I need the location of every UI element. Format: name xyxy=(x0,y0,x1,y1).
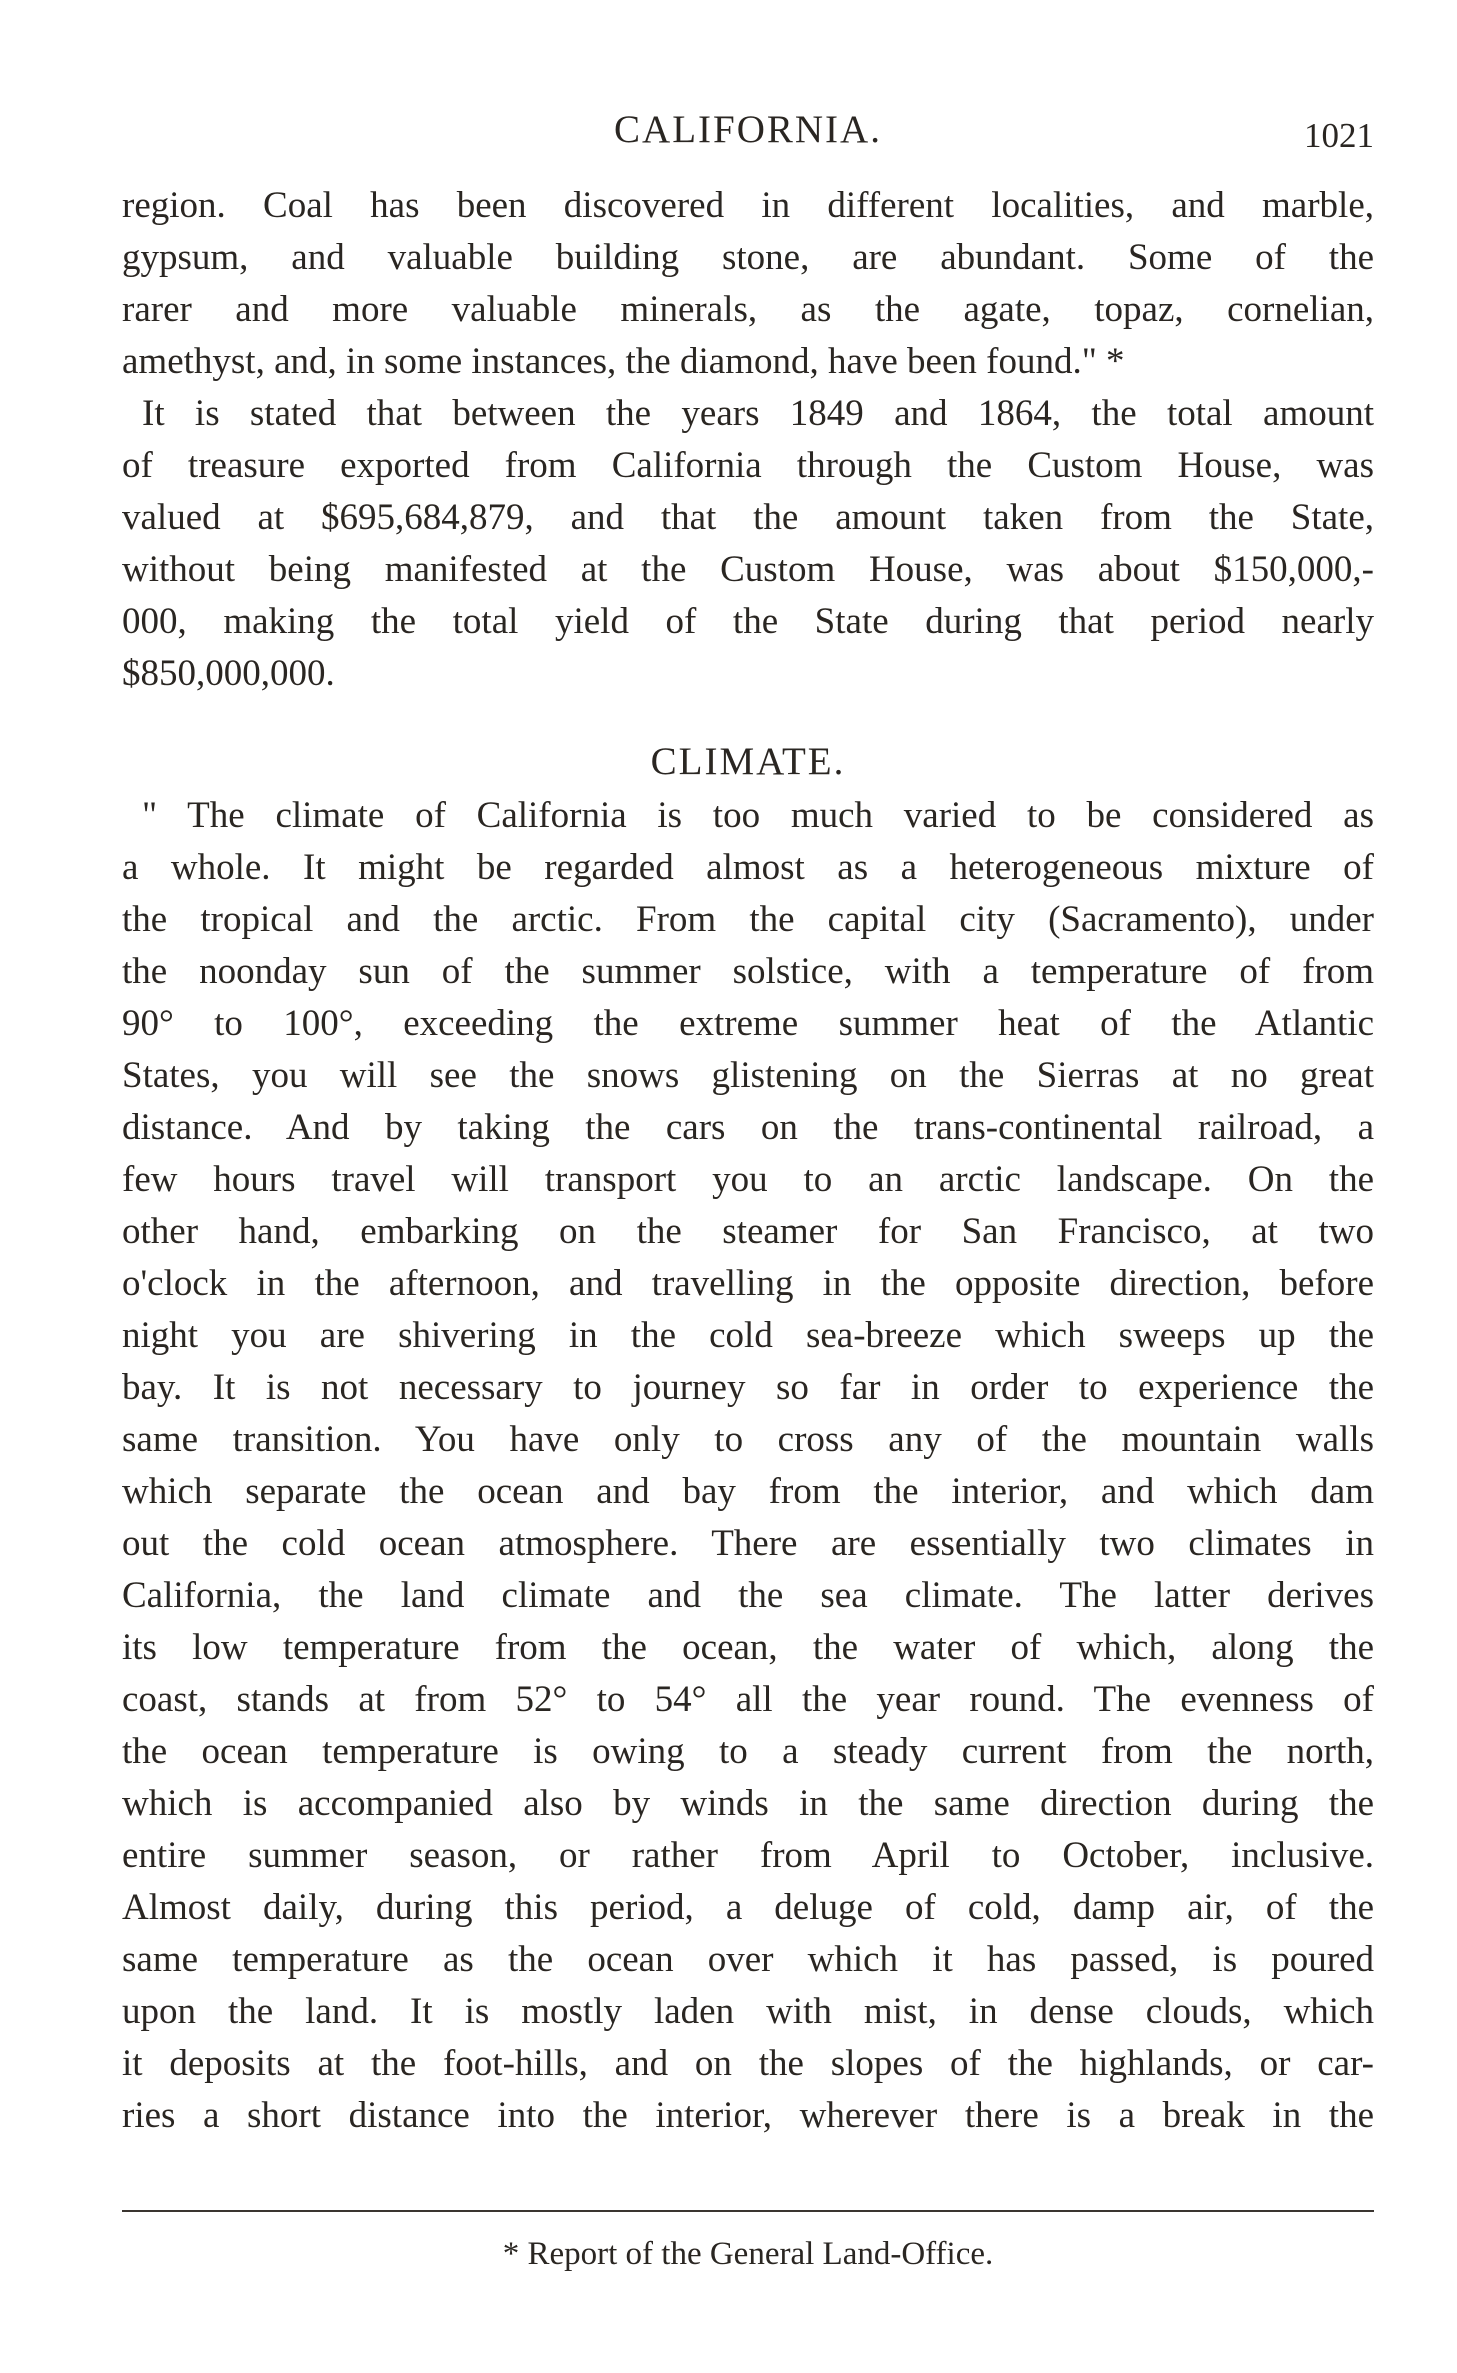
text-line: night you are shivering in the cold sea-breeze which sweeps up the xyxy=(122,1315,1374,1356)
footnote-divider xyxy=(122,2210,1374,2212)
text-line: States, you will see the snows glistening on the Sierras at no great xyxy=(122,1055,1374,1096)
text-line: coast, stands at from 52° to 54° all the year round. The evenness of xyxy=(122,1679,1374,1720)
text-line: its low temperature from the ocean, the water of which, along the xyxy=(122,1627,1374,1668)
text-line: a whole. It might be regarded almost as a heterogeneous mixture of xyxy=(122,847,1374,888)
text-line: same transition. You have only to cross any of the mountain walls xyxy=(122,1419,1374,1460)
text-line: of treasure exported from California through the Custom House, was xyxy=(122,445,1374,486)
intro-text-block xyxy=(122,180,1374,700)
text-line: It is stated that between the years 1849 and 1864, the total amount xyxy=(142,393,1374,434)
text-line: region. Coal has been discovered in different localities, and marble, xyxy=(122,185,1374,226)
text-line: few hours travel will transport you to an arctic landscape. On the xyxy=(122,1159,1374,1200)
text-line: rarer and more valuable minerals, as the agate, topaz, cornelian, xyxy=(122,289,1374,330)
text-line: amethyst, and, in some instances, the diamond, have been found." * xyxy=(122,341,1125,382)
text-line: it deposits at the foot-hills, and on the slopes of the highlands, or car- xyxy=(122,2043,1374,2084)
text-line: entire summer season, or rather from April to October, inclusive. xyxy=(122,1835,1374,1876)
text-line: upon the land. It is mostly laden with mist, in dense clouds, which xyxy=(122,1991,1374,2032)
text-line: the ocean temperature is owing to a steady current from the north, xyxy=(122,1731,1374,1772)
text-line: bay. It is not necessary to journey so far in order to experience the xyxy=(122,1367,1374,1408)
section-heading-climate: CLIMATE. xyxy=(650,740,846,783)
text-line: same temperature as the ocean over which it has passed, is poured xyxy=(122,1939,1374,1980)
text-line: without being manifested at the Custom House, was about $150,000,- xyxy=(122,549,1374,590)
climate-text-block xyxy=(122,790,1374,2142)
text-line: 90° to 100°, exceeding the extreme summer heat of the Atlantic xyxy=(122,1003,1374,1044)
paragraph-climate xyxy=(122,790,1374,2142)
text-line: gypsum, and valuable building stone, are abundant. Some of the xyxy=(122,237,1374,278)
paragraph-treasure xyxy=(122,388,1374,700)
text-line: Almost daily, during this period, a deluge of cold, damp air, of the xyxy=(122,1887,1374,1928)
text-line: valued at $695,684,879, and that the amount taken from the State, xyxy=(122,497,1374,538)
text-line: o'clock in the afternoon, and travelling in the opposite direction, before xyxy=(122,1263,1374,1304)
text-line: which is accompanied also by winds in the same direction during the xyxy=(122,1783,1374,1824)
text-line: distance. And by taking the cars on the trans-continental railroad, a xyxy=(122,1107,1374,1148)
text-line: other hand, embarking on the steamer for San Francisco, at two xyxy=(122,1211,1374,1252)
text-line: which separate the ocean and bay from the interior, and which dam xyxy=(122,1471,1374,1512)
text-line: " The climate of California is too much varied to be considered as xyxy=(142,795,1374,836)
text-line: California, the land climate and the sea climate. The latter derives xyxy=(122,1575,1374,1616)
running-header xyxy=(122,100,1374,160)
text-line: $850,000,000. xyxy=(122,653,335,694)
text-line: 000, making the total yield of the State during that period nearly xyxy=(122,601,1374,642)
text-line: the noonday sun of the summer solstice, with a temperature of from xyxy=(122,951,1374,992)
page-number: 1021 xyxy=(1304,116,1374,155)
running-title: CALIFORNIA. xyxy=(614,108,882,151)
footnote: * Report of the General Land-Office. xyxy=(502,2236,994,2272)
text-line: ries a short distance into the interior, wherever there is a break in the xyxy=(122,2095,1374,2136)
text-line: out the cold ocean atmosphere. There are essentially two climates in xyxy=(122,1523,1374,1564)
paragraph-minerals xyxy=(122,180,1374,388)
text-line: the tropical and the arctic. From the capital city (Sacramento), under xyxy=(122,899,1374,940)
